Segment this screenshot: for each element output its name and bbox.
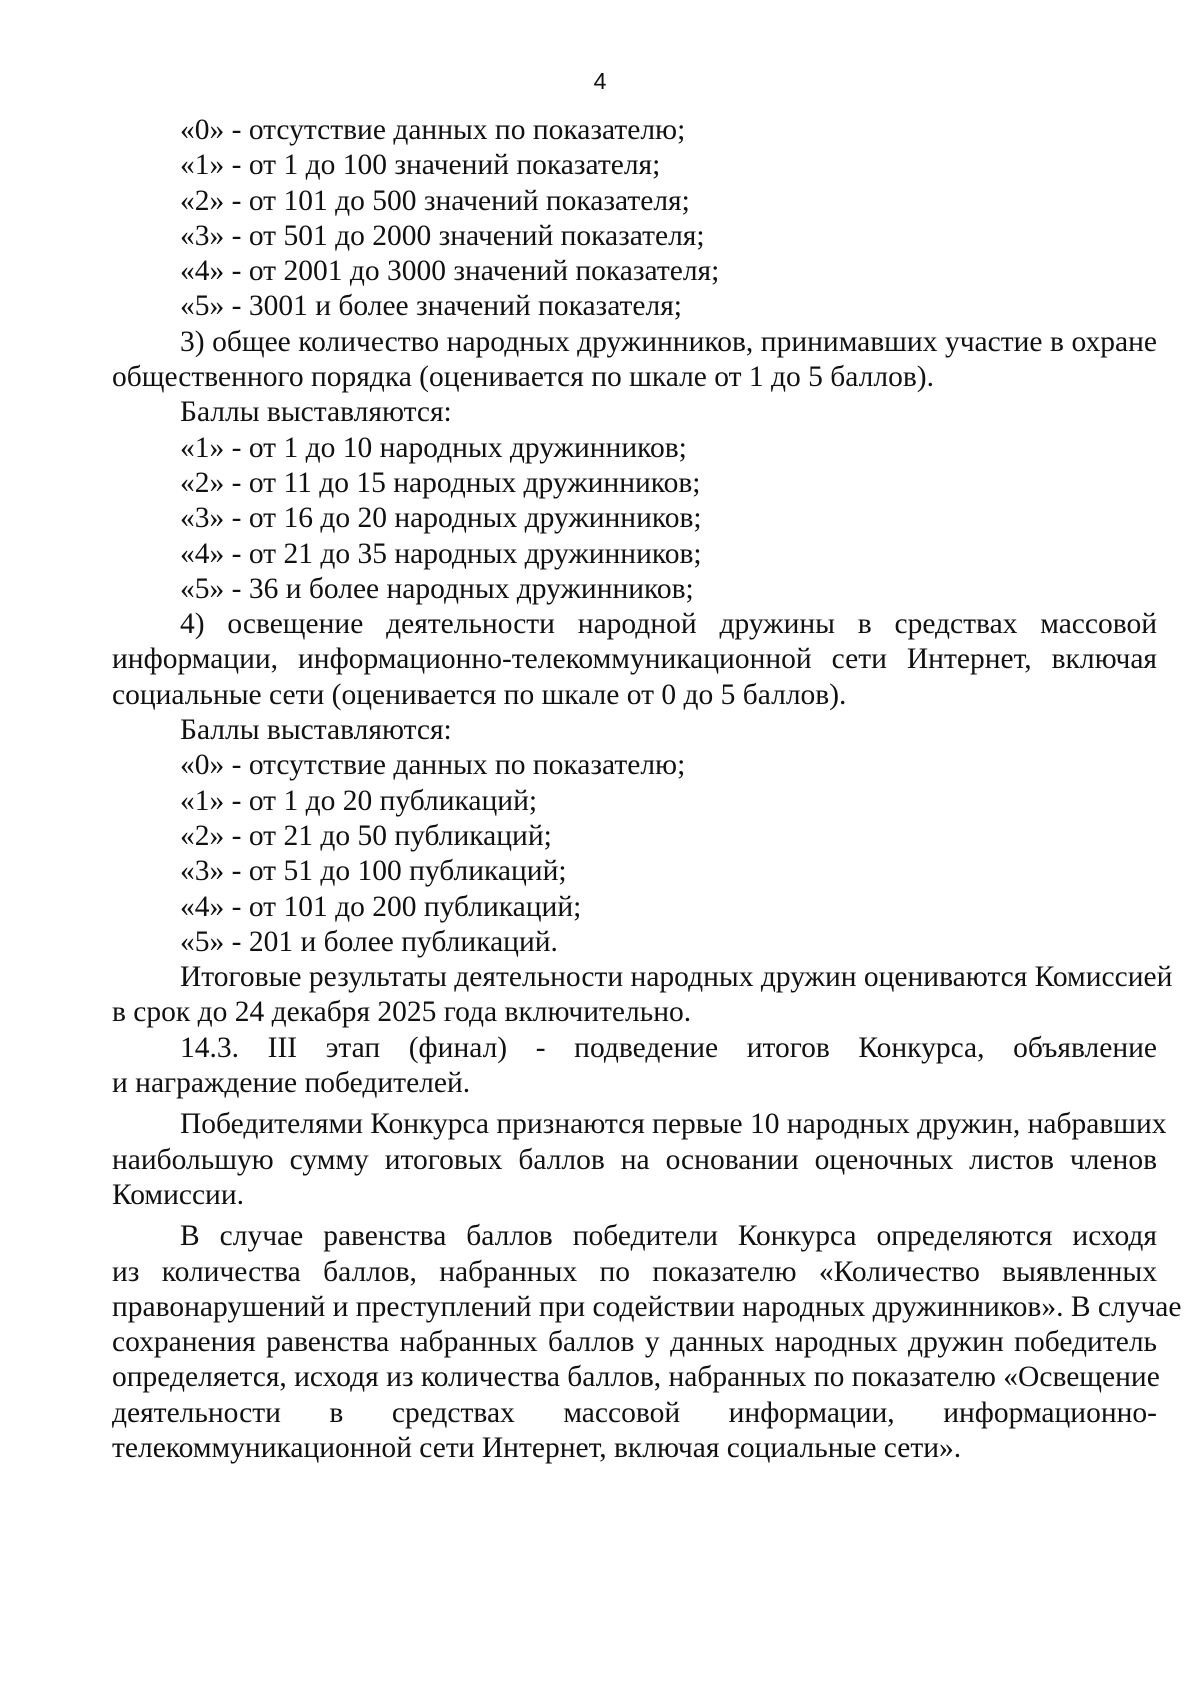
text-line: деятельности в средствах массовой информации, информационно- [112,1396,1157,1429]
text-line: общественного порядка (оценивается по шкале от 1 до 5 баллов). [112,361,934,394]
paragraph [112,1031,1157,1102]
text-line: из количества баллов, набранных по показателю «Количество выявленных [112,1255,1157,1288]
text-line: «5» - 3001 и более значений показателя; [180,290,683,323]
text-line: «4» - от 2001 до 3000 значений показателя; [180,255,720,288]
text-line: социальные сети (оценивается по шкале от 0 до 5 баллов). [112,678,847,711]
text-line: «3» - от 501 до 2000 значений показателя; [180,219,705,252]
text-line: информации, информационно-телекоммуникационной сети Интернет, включая [112,643,1157,676]
paragraph [112,501,1157,536]
paragraph [112,925,1157,960]
paragraph [112,713,1157,748]
text-line: телекоммуникационной сети Интернет, включая социальные сети». [112,1431,962,1464]
text-line: «0» - отсутствие данных по показателю; [180,749,686,782]
text-line: «5» - 36 и более народных дружинников; [180,572,694,605]
text-line: Комиссии. [112,1178,244,1211]
text-line: Баллы выставляются: [180,714,452,747]
text-line: в срок до 24 декабря 2025 года включительно. [112,996,692,1029]
paragraph [112,148,1157,183]
paragraph [112,890,1157,925]
text-line: В случае равенства баллов победители Конкурса определяются исходя [180,1220,1157,1253]
paragraph [112,395,1157,430]
text-line: сохранения равенства набранных баллов у данных народных дружин победитель [112,1326,1157,1359]
page-number: 4 [593,68,607,94]
text-line: Баллы выставляются: [180,396,452,429]
text-line: «4» - от 21 до 35 народных дружинников; [180,537,702,570]
text-line: 4) освещение деятельности народной дружины в средствах массовой [180,608,1157,641]
paragraph [112,960,1173,1031]
text-line: «2» - от 21 до 50 публикаций; [180,819,552,852]
text-line: правонарушений и преступлений при содействии народных дружинников». В случае [112,1290,1182,1323]
text-line: «1» - от 1 до 10 народных дружинников; [180,431,687,464]
text-line: «0» - отсутствие данных по показателю; [180,114,686,146]
paragraph [112,607,1157,713]
text-line: Победителями Конкурса признаются первые 10 народных дружин, набравших [180,1108,1167,1141]
paragraph [112,572,1157,607]
text-line: «2» - от 11 до 15 народных дружинников; [180,466,701,499]
paragraph [112,254,1157,289]
text-line: «2» - от 101 до 500 значений показателя; [180,184,690,217]
paragraph [112,1219,1182,1466]
paragraph [112,289,1157,324]
document-body [112,113,1182,1466]
paragraph [112,854,1157,889]
text-line: и награждение победителей. [112,1067,471,1100]
text-line: «5» - 201 и более публикаций. [180,925,558,958]
text-line: «4» - от 101 до 200 публикаций; [180,890,582,923]
paragraph [112,537,1157,572]
text-line: «3» - от 16 до 20 народных дружинников; [180,502,702,535]
text-line: наибольшую сумму итоговых баллов на основании оценочных листов членов [112,1143,1157,1176]
text-line: «1» - от 1 до 20 публикаций; [180,784,538,817]
text-line: «1» - от 1 до 100 значений показателя; [180,149,661,182]
paragraph [112,184,1157,219]
paragraph [112,113,1157,148]
paragraph [112,784,1157,819]
text-line: 3) общее количество народных дружинников, принимавших участие в охране [180,325,1157,358]
paragraph [112,748,1157,783]
paragraph [112,1107,1167,1213]
paragraph [112,219,1157,254]
text-line: 14.3. III этап (финал) - подведение итогов Конкурса, объявление [180,1031,1157,1064]
text-line: «3» - от 51 до 100 публикаций; [180,855,567,888]
text-line: Итоговые результаты деятельности народных дружин оцениваются Комиссией [180,961,1173,994]
paragraph [112,819,1157,854]
paragraph [112,325,1157,396]
paragraph [112,431,1157,466]
text-line: определяется, исходя из количества баллов, набранных по показателю «Освещение [112,1361,1160,1394]
paragraph [112,466,1157,501]
